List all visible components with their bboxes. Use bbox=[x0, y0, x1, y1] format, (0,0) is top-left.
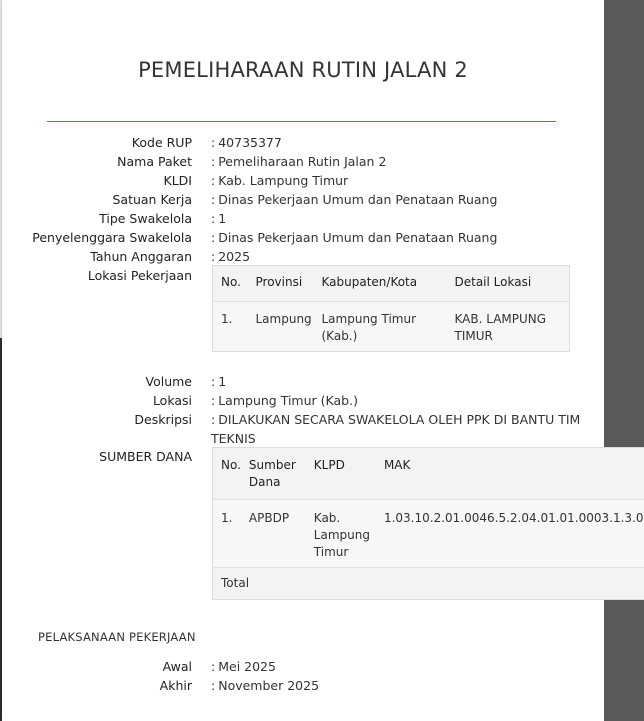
label-tahun-anggaran: Tahun Anggaran bbox=[90, 249, 192, 264]
value-tahun-anggaran: : 2025 bbox=[211, 249, 251, 264]
cell-kabupaten: Lampung Timur (Kab.) bbox=[321, 312, 417, 343]
value-nama-paket: : Pemeliharaan Rutin Jalan 2 bbox=[211, 154, 387, 169]
value-penyelenggara-swakelola: : Dinas Pekerjaan Umum dan Penataan Ruang bbox=[211, 230, 498, 245]
cell-detail-lokasi: KAB. LAMPUNG TIMUR bbox=[454, 312, 547, 343]
column-header-sumber-dana: Sumber Dana bbox=[248, 458, 296, 489]
value-kldi: : Kab. Lampung Timur bbox=[211, 173, 349, 188]
cell-provinsi: Lampung bbox=[255, 312, 312, 326]
column-header-mak: MAK bbox=[383, 458, 411, 472]
value-lokasi: : Lampung Timur (Kab.) bbox=[211, 393, 358, 408]
value-akhir: : November 2025 bbox=[211, 678, 320, 693]
label-kldi: KLDI bbox=[163, 173, 192, 188]
column-header-no: No. bbox=[221, 458, 241, 472]
label-volume: Volume bbox=[145, 374, 192, 389]
label-deskripsi: Deskripsi bbox=[134, 412, 192, 427]
value-awal: : Mei 2025 bbox=[211, 659, 276, 674]
label-penyelenggara-swakelola: Penyelenggara Swakelola bbox=[32, 230, 192, 245]
column-header-klpd: KLPD bbox=[313, 458, 345, 472]
label-kode-rup: Kode RUP bbox=[131, 135, 192, 150]
column-header-kabupaten: Kabupaten/Kota bbox=[321, 275, 418, 289]
column-header-provinsi: Provinsi bbox=[255, 275, 303, 289]
cell-mak: 1.03.10.2.01.0046.5.2.04.01.01.0003.1.3.0 bbox=[383, 511, 644, 525]
table-total-row bbox=[213, 568, 644, 600]
title-divider bbox=[47, 121, 556, 122]
value-tipe-swakelola: : 1 bbox=[211, 211, 227, 226]
total-label: Total bbox=[221, 576, 250, 590]
label-akhir: Akhir bbox=[159, 678, 192, 693]
cell-no: 1. bbox=[221, 312, 233, 326]
label-satuan-kerja: Satuan Kerja bbox=[112, 192, 192, 207]
label-lokasi: Lokasi bbox=[152, 393, 192, 408]
detail-modal bbox=[2, 0, 644, 721]
value-satuan-kerja: : Dinas Pekerjaan Umum dan Penataan Ruang bbox=[211, 192, 498, 207]
table-row bbox=[213, 500, 644, 568]
cell-sumber-dana: APBDP bbox=[248, 511, 290, 525]
value-kode-rup: : 40735377 bbox=[211, 135, 282, 150]
value-volume: : 1 bbox=[211, 374, 227, 389]
cell-klpd: Kab. Lampung Timur bbox=[313, 511, 370, 559]
label-nama-paket: Nama Paket bbox=[117, 154, 192, 169]
lokasi-table bbox=[212, 265, 570, 352]
label-awal: Awal bbox=[162, 659, 192, 674]
value-deskripsi: : DILAKUKAN SECARA SWAKELOLA OLEH PPK DI BANTU TIM TEKNIS bbox=[211, 412, 581, 446]
table-row bbox=[213, 302, 570, 352]
label-tipe-swakelola: Tipe Swakelola bbox=[99, 211, 192, 226]
column-header-no: No. bbox=[221, 275, 241, 289]
sumber-dana-table bbox=[212, 447, 644, 600]
modal-title: PEMELIHARAAN RUTIN JALAN 2 bbox=[138, 58, 468, 82]
label-lokasi-pekerjaan: Lokasi Pekerjaan bbox=[87, 268, 192, 283]
cell-no: 1. bbox=[221, 511, 233, 525]
pelaksanaan-heading: PELAKSANAAN PEKERJAAN bbox=[38, 630, 196, 644]
table-header-row bbox=[213, 448, 644, 500]
table-header-row bbox=[213, 266, 570, 302]
sumber-dana-label: SUMBER DANA bbox=[99, 449, 192, 464]
column-header-detail-lokasi: Detail Lokasi bbox=[454, 275, 532, 289]
